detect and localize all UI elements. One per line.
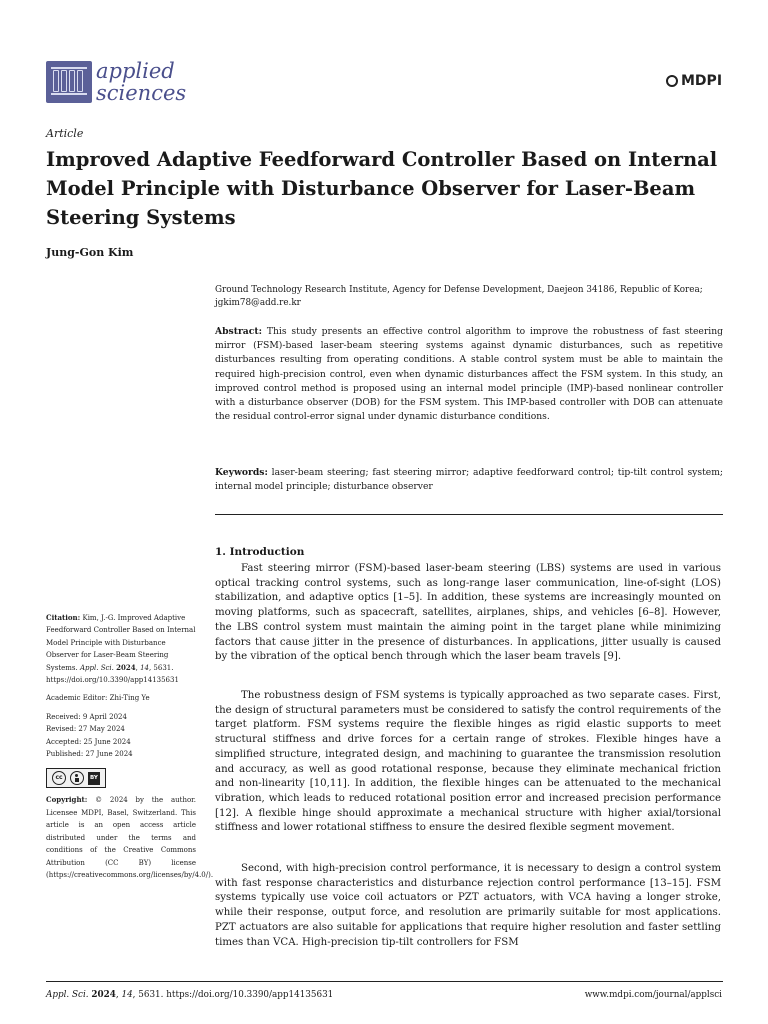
publisher-logo[interactable] bbox=[666, 70, 722, 92]
body-paragraph: Second, with high-precision control performance, it is necessary to design a control system with fast response characteristics and disturbance rejection control performance [13–15]. FSM systems typically use voice coil actuators or PZT actuators, with VCA having a longer stroke, while their response, output force, and resolution are primarily suitable for most applications. PZT actuators are also suitable for applications that require higher resolution and faster settling times than VCA. High-precision tip-tilt controllers for FSM bbox=[215, 863, 721, 948]
footer-divider bbox=[46, 981, 723, 982]
footer-volume: 14 bbox=[121, 990, 133, 1000]
attribution-person-icon bbox=[70, 771, 84, 785]
accepted-date: Accepted: 25 June 2024 bbox=[46, 737, 131, 746]
author-name: Jung-Gon Kim bbox=[46, 246, 134, 259]
copyright-text: © 2024 by the author. Licensee MDPI, Basel, Switzerland. This article is an open access article distributed under the terms and conditions of the Creative Commons Attribution (CC BY) license (https://creativecommons.org/licenses/by/4.0/). bbox=[46, 796, 214, 879]
abstract-label: Abstract: bbox=[215, 326, 262, 337]
citation-doi-link[interactable]: , 5631. https://doi.org/10.3390/app14135631 bbox=[46, 663, 179, 685]
affiliation: Ground Technology Research Institute, Agency for Defense Development, Daejeon 34186, Republic of Korea; jgkim78@add.re.kr bbox=[215, 285, 703, 308]
citation-text: Kim, J.-G. Improved Adaptive Feedforward Controller Based on Internal Model Principle with Disturbance Observer for Laser-Beam Steering Systems. bbox=[46, 614, 196, 672]
by-label: BY bbox=[88, 772, 100, 784]
academic-editor: Academic Editor: Zhi-Ting Ye bbox=[46, 694, 150, 703]
logo-column bbox=[77, 70, 83, 92]
keywords-text: laser-beam steering; fast steering mirror; adaptive feedforward control; tip-tilt control system; internal model principle; disturbance observer bbox=[215, 467, 724, 493]
footer-journal: Appl. Sci. bbox=[46, 990, 89, 1000]
copyright bbox=[46, 794, 214, 881]
footer-year: 2024 bbox=[91, 990, 116, 1000]
cc-by-license-badge[interactable] bbox=[46, 768, 106, 788]
citation-label: Citation: bbox=[46, 613, 81, 622]
logo-column bbox=[53, 70, 59, 92]
citation-year: 2024 bbox=[116, 662, 136, 672]
article-title: Improved Adaptive Feedforward Controller Based on Internal Model Principle with Disturbance Observer for Laser-Beam Steering Systems bbox=[46, 148, 718, 229]
citation-journal: Appl. Sci. bbox=[80, 663, 114, 672]
keywords-label: Keywords: bbox=[215, 467, 268, 478]
keywords bbox=[215, 466, 723, 494]
logo-bar bbox=[51, 93, 87, 95]
citation: Citation: Kim, J.-G. Improved Adaptive Feedforward Controller Based on Internal Model Principle with Disturbance Observer for Laser-Beam Steering Systems. Appl. Sci. 2024, 14, 5631. https://doi.org/10.3390/app14135631 bbox=[46, 613, 196, 685]
journal-name-line1: applied bbox=[96, 59, 175, 83]
logo-bar bbox=[51, 67, 87, 69]
body-paragraph: Fast steering mirror (FSM)-based laser-beam steering (LBS) systems are used in various optical tracking control systems, such as long-range laser communication, line-of-sight (LOS) stabilization, and adaptive optics [1–5]. In addition, these systems are increasingly mounted on moving platforms, such as spacecraft, satellites, airplanes, ships, and vehicles [6–8]. However, the LBS control system must maintain the aiming point in the target plane while minimizing factors that cause jitter in the presence of disturbances. In applications, jitter usually is caused by the vibration of the optical bench through which the laser beam travels [9]. bbox=[215, 563, 721, 663]
revised-date: Revised: 27 May 2024 bbox=[46, 725, 125, 734]
logo-column bbox=[61, 70, 67, 92]
sidebar bbox=[46, 612, 214, 887]
copyright-label: Copyright: bbox=[46, 795, 88, 805]
cc-icon: cc bbox=[52, 771, 66, 785]
by-group bbox=[70, 771, 84, 785]
journal-name[interactable] bbox=[96, 60, 186, 104]
divider bbox=[215, 514, 723, 515]
footer-journal-url[interactable]: www.mdpi.com/journal/applsci bbox=[584, 990, 722, 1000]
publisher-name: MDPI bbox=[681, 73, 723, 89]
section-heading: 1. Introduction bbox=[215, 546, 305, 558]
abstract-text: This study presents an effective control algorithm to improve the robustness of fast steering mirror (FSM)-based laser-beam steering systems against dynamic disturbances, such as repetitive disturbances resulting from operating conditions. A stable control system must be able to maintain the required high-precision control, even when dynamic disturbances affect the FSM system. In this study, an improved control method is proposed using an internal model principle (IMP)-based nonlinear controller with a disturbance observer (DOB) for the FSM system. This IMP-based controller with DOB can attenuate the residual control-error signal under dynamic disturbance conditions. bbox=[215, 326, 723, 423]
citation-volume: 14 bbox=[140, 663, 149, 672]
body-paragraph: The robustness design of FSM systems is typically approached as two separate cases. First, the design of structural parameters must be considered to satisfy the control requirements of the target platform. FSM systems require the flexible hinges as rigid elastic supports to meet structural stiffness and drive forces for a certain range of strokes. Flexible hinges have a simplified structure, integrated design, and machining to guarantee the transmission resolution and accuracy, as well as good rotational response, because they eliminate mechanical friction and non-linearity [10,11]. In addition, the flexible hinges can be attenuated to the mechanical vibration, which leads to reduced rotational position error and increased precision performance [12]. A flexible hinge should approximate a mechanical structure with higher axial/torsional stiffness and lower rotational stiffness to ensure the desired flexible segment movement. bbox=[215, 690, 721, 834]
published-date: Published: 27 June 2024 bbox=[46, 750, 133, 759]
article-type: Article bbox=[46, 127, 84, 140]
logo-column bbox=[69, 70, 75, 92]
journal-logo-icon bbox=[46, 61, 92, 103]
footer-doi-link[interactable]: , 5631. https://doi.org/10.3390/app14135631 bbox=[132, 990, 334, 1000]
abstract bbox=[215, 325, 723, 424]
received-date: Received: 9 April 2024 bbox=[46, 712, 127, 721]
journal-name-line2: sciences bbox=[96, 81, 187, 105]
publisher-ring-icon bbox=[666, 75, 678, 87]
footer-citation: Appl. Sci. 2024, 14, 5631. https://doi.org/10.3390/app14135631 bbox=[46, 990, 334, 1000]
